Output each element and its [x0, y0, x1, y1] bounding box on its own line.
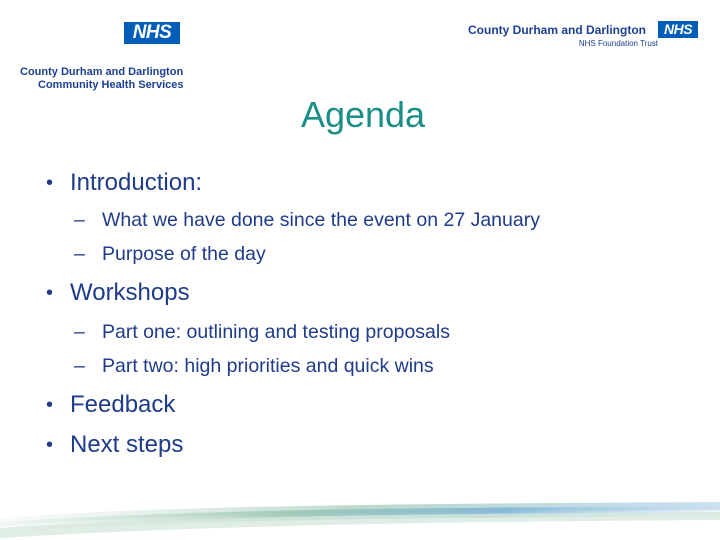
right-logo-org-name: County Durham and Darlington	[468, 23, 646, 37]
agenda-item	[46, 430, 706, 460]
left-logo-org-line-2: Community Health Services	[38, 79, 184, 91]
bullet-icon: •	[46, 172, 54, 194]
agenda-subitem	[46, 320, 706, 344]
dash-icon: –	[74, 243, 85, 265]
agenda-item-label: Next steps	[70, 431, 184, 458]
bullet-icon: •	[46, 282, 54, 304]
agenda-subitem	[46, 208, 706, 232]
agenda-list	[46, 168, 706, 460]
decorative-swoosh	[0, 480, 720, 540]
agenda-item-label: Workshops	[70, 279, 190, 306]
agenda-subitem-label: What we have done since the event on 27 January	[102, 209, 540, 231]
slide-title: Agenda	[300, 94, 426, 135]
agenda-subitem-label: Part one: outlining and testing proposals	[102, 321, 450, 343]
nhs-logo-right: NHS	[658, 21, 698, 38]
dash-icon: –	[74, 355, 85, 377]
slide-title-container	[0, 94, 718, 136]
agenda-subitem-label: Purpose of the day	[102, 243, 266, 265]
agenda-subitem	[46, 354, 706, 378]
agenda-subitem	[46, 242, 706, 266]
bullet-icon: •	[46, 434, 54, 456]
agenda-item-label: Introduction:	[70, 169, 203, 196]
agenda-item	[46, 168, 706, 198]
bullet-icon: •	[46, 394, 54, 416]
foundation-trust-logo	[458, 18, 698, 52]
right-logo-subtitle: NHS Foundation Trust	[578, 39, 658, 48]
agenda-item	[46, 390, 706, 420]
left-logo-org-line-1: County Durham and Darlington	[20, 66, 184, 78]
dash-icon: –	[74, 321, 85, 343]
agenda-item	[46, 278, 706, 308]
agenda-subitem-label: Part two: high priorities and quick wins	[102, 355, 434, 377]
dash-icon: –	[74, 209, 85, 231]
nhs-logo-left: NHS	[124, 22, 180, 44]
community-health-services-logo	[20, 18, 190, 94]
agenda-item-label: Feedback	[70, 391, 176, 418]
